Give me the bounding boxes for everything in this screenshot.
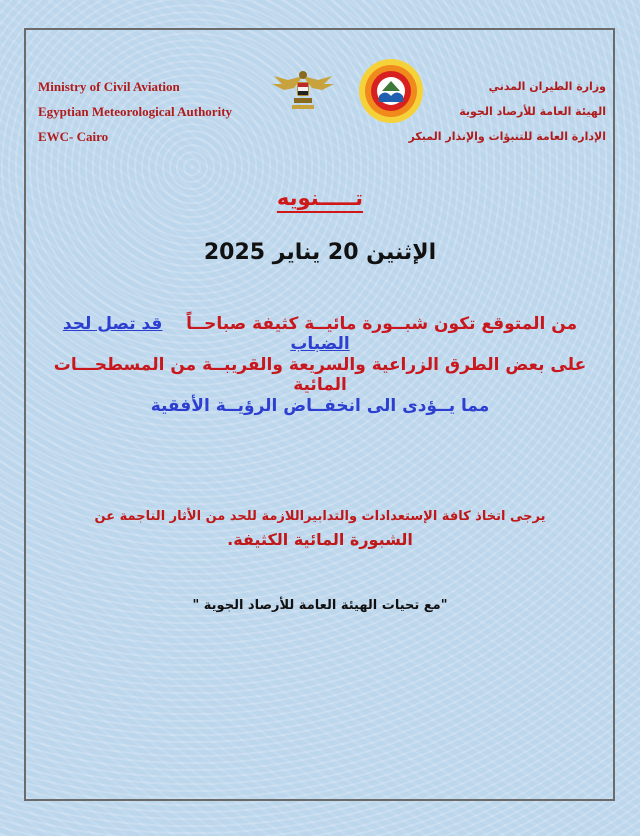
authority-name-ar: الهيئة العامة للأرصاد الجوية [459,105,606,118]
advice-line-1: يرجى اتخاذ كافة الإستعدادات والتدابيراللازمة للحد من الأثار الناجمة عن [94,509,546,524]
department-name-ar: الإدارة العامة للتنبؤات والإنذار المبكر [408,130,606,143]
advice-paragraph [60,506,580,552]
advice-line-2: الشبورة المائية الكثيفة. [227,530,413,549]
notice-date: الإثنين 20 يناير 2025 [203,240,437,265]
forecast-line-1-fog: قد تصل لحد الضباب [62,314,350,354]
eagle-emblem-logo [268,66,338,116]
ministry-name-ar: وزارة الطيران المدني [488,80,606,93]
forecast-line-2: على بعض الطرق الزراعية والسريعة والقريبــة من المسطحـــات المائية [53,355,587,395]
closing-greeting: "مع تحيات الهيئة العامة للأرصاد الجوية " [192,598,448,613]
center-name-en: EWC- Cairo [38,129,109,144]
header-arabic [376,74,606,149]
forecast-line-3: مما يــؤدى الى انخفــاض الرؤيــة الأفقية [150,396,490,416]
notice-title: تـــــنويه [276,186,364,210]
ministry-name-en: Ministry of Civil Aviation [38,79,180,94]
header-english [38,74,278,149]
forecast-line-1 [40,314,600,354]
authority-name-en: Egyptian Meteorological Authority [38,104,233,119]
forecast-line-1-main: من المتوقع تكون شبــورة مائيــة كثيفة صباحــاً [186,314,578,334]
